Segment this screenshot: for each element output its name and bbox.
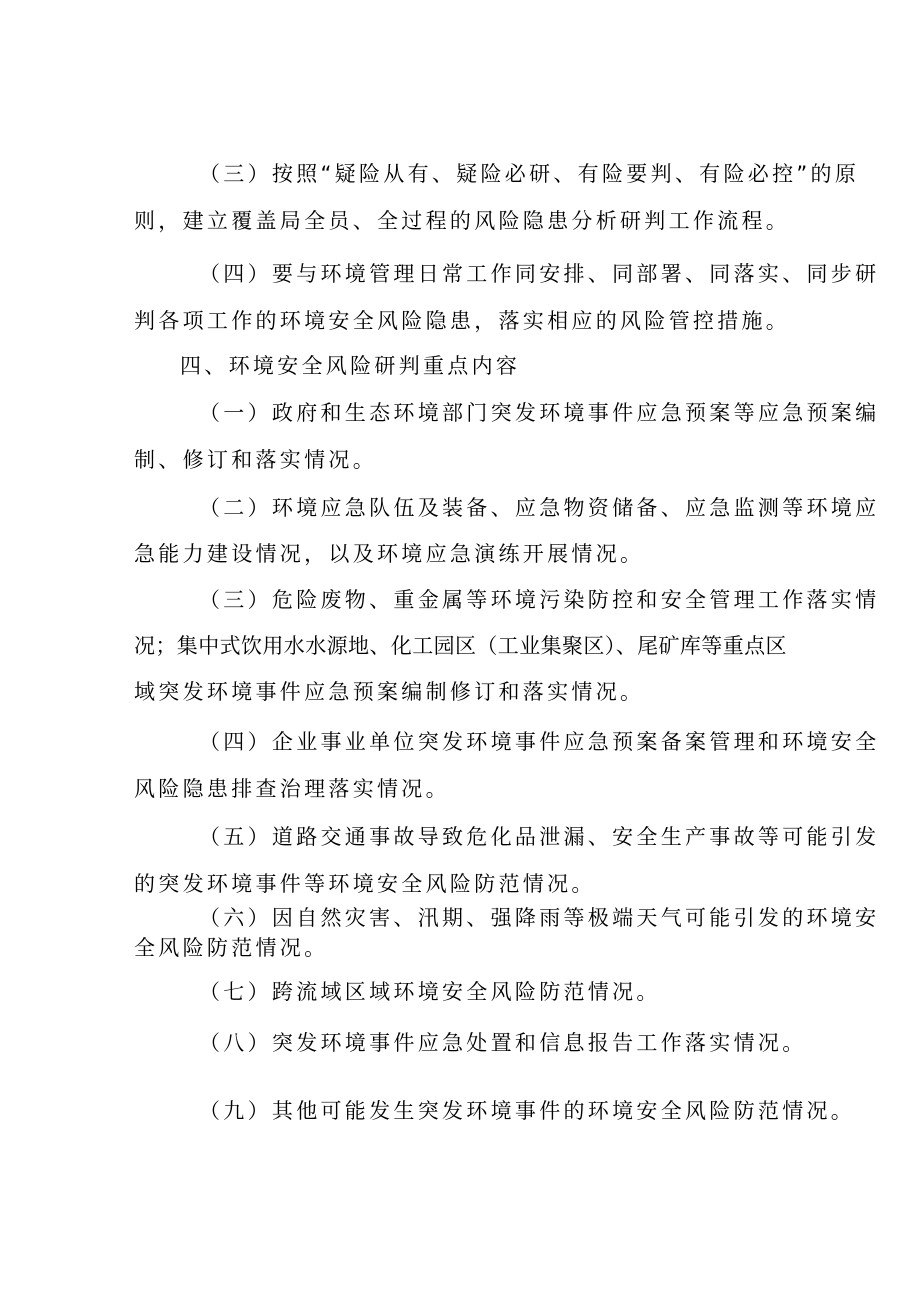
item-6-line-2: 全风险防范情况。	[134, 936, 329, 960]
item-3-line-3: 域突发环境事件应急预案编制修订和落实情况。	[134, 680, 645, 704]
item-3-line-1: （三）危险废物、重金属等环境污染防控和安全管理工作落实情	[199, 588, 880, 612]
section-4-heading: 四、环境安全风险研判重点内容	[180, 354, 521, 378]
item-1-line-1: （一）政府和生态环境部门突发环境事件应急预案等应急预案编	[199, 401, 880, 425]
item-1-line-2: 制、修订和落实情况。	[134, 448, 377, 472]
item-8-line: （八）突发环境事件应急处置和信息报告工作落实情况。	[199, 1031, 807, 1055]
item-5-line-2: 的突发环境事件等环境安全风险防范情况。	[134, 872, 596, 896]
paragraph-4-management-line-1: （四）要与环境管理日常工作同安排、同部署、同落实、同步研	[199, 262, 880, 286]
item-2-line-1: （二）环境应急队伍及装备、应急物资储备、应急监测等环境应	[199, 496, 880, 520]
item-4-line-1: （四）企业事业单位突发环境事件应急预案备案管理和环境安全	[199, 730, 880, 754]
item-3-line-2: 况；集中式饮用水水源地、化工园区（工业集聚区）、尾矿库等重点区	[134, 634, 787, 658]
paragraph-3-principle-line-1: （三）按照“疑险从有、疑险必研、有险要判、有险必控”的原	[199, 162, 860, 186]
item-2-line-2: 急能力建设情况，以及环境应急演练开展情况。	[134, 542, 645, 566]
paragraph-3-principle-line-2: 则，建立覆盖局全员、全过程的风险隐患分析研判工作流程。	[134, 209, 791, 233]
item-6-line-1: （六）因自然灾害、汛期、强降雨等极端天气可能引发的环境安	[199, 906, 880, 930]
item-9-line: （九）其他可能发生突发环境事件的环境安全风险防范情况。	[199, 1099, 856, 1123]
item-4-line-2: 风险隐患排查治理落实情况。	[134, 777, 450, 801]
item-7-line: （七）跨流域区域环境安全风险防范情况。	[199, 980, 661, 1004]
item-5-line-1: （五）道路交通事故导致危化品泄漏、安全生产事故等可能引发	[199, 825, 880, 849]
paragraph-4-management-line-2: 判各项工作的环境安全风险隐患，落实相应的风险管控措施。	[134, 309, 791, 333]
